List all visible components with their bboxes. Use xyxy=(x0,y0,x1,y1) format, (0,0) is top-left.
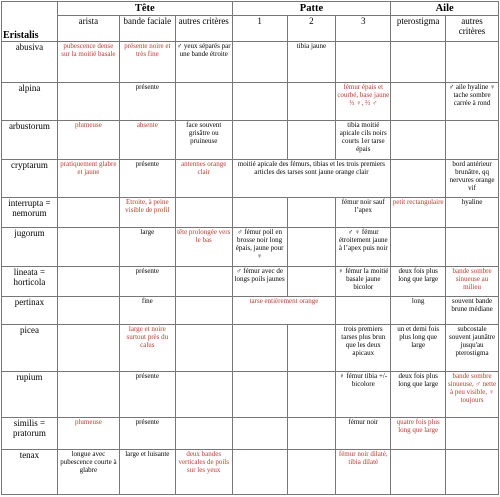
cell-arista: plumeuse xyxy=(57,418,119,450)
header-sub-row xyxy=(2,16,499,42)
cell-bande-faciale: présente xyxy=(119,82,175,120)
col-patte-3: 3 xyxy=(336,16,391,42)
cell-autres-aile: subcostale souvent jaunâtre jusqu'au pterostigma xyxy=(446,325,499,371)
cell-arista xyxy=(57,296,119,324)
col-bande-faciale: bande faciale xyxy=(119,16,175,42)
species-name: rupium xyxy=(2,371,58,417)
cell-bande-faciale: absente xyxy=(119,121,175,159)
cell-arista: pratiquement glabre et jaune xyxy=(57,159,119,197)
cell-patte-1 xyxy=(232,121,287,159)
cell-patte-3: fémur épais et courbé, base jaune ⅓ ♀, ⅔ ♂ xyxy=(336,82,391,120)
cell-bande-faciale: fine xyxy=(119,296,175,324)
cell-patte-1 xyxy=(232,450,287,495)
cell-arista xyxy=(57,325,119,371)
cell-autres-tete xyxy=(175,418,232,450)
species-name: alpina xyxy=(2,82,58,120)
species-name: similis = pratorum xyxy=(2,418,58,450)
cell-patte-1 xyxy=(232,418,287,450)
cell-autres-aile: bord antérieur brunâtre, qq nervures orange vif xyxy=(446,159,499,197)
cell-pterostigma xyxy=(391,228,446,266)
cell-patte-1: ♂ fémur poil en brosse noir long épais, jaune pour ♀ xyxy=(232,228,287,266)
cell-patte-3 xyxy=(336,42,391,82)
row-abusiva xyxy=(2,42,499,82)
row-lineata xyxy=(2,266,499,296)
cell-arista: plumeuse xyxy=(57,121,119,159)
row-picea xyxy=(2,325,499,371)
species-name: cryptarum xyxy=(2,159,58,197)
cell-arista: longue avec pubescence courte à glabre xyxy=(57,450,119,495)
cell-autres-tete: face souvent grisâtre ou pruineuse xyxy=(175,121,232,159)
cell-autres-aile xyxy=(446,450,499,495)
species-name: jugorum xyxy=(2,228,58,266)
cell-autres-aile: bande sombre sinueuse au milieu xyxy=(446,266,499,296)
cell-autres-tete xyxy=(175,266,232,296)
species-name: pertinax xyxy=(2,296,58,324)
cell-pterostigma: un et demi fois plus long que large xyxy=(391,325,446,371)
cell-autres-tete: ♂ yeux séparés par une bande étroite xyxy=(175,42,232,82)
row-tenax xyxy=(2,450,499,495)
cell-patte-3: tibia moitié apicale cils noirs courts 1er tarse épais xyxy=(336,121,391,159)
row-rupium xyxy=(2,371,499,417)
cell-autres-tete: tête prolongée vers le bas xyxy=(175,228,232,266)
cell-pterostigma xyxy=(391,450,446,495)
cell-patte-1 xyxy=(232,42,287,82)
cell-arista xyxy=(57,228,119,266)
header-group-row xyxy=(2,2,499,16)
eristalis-table xyxy=(1,1,499,495)
cell-patte-3: fémur noir sauf l’apex xyxy=(336,197,391,227)
cell-pterostigma: quatre fois plus long que large xyxy=(391,418,446,450)
cell-patte-2 xyxy=(287,450,336,495)
cell-patte-2 xyxy=(287,371,336,417)
cell-patte-1 xyxy=(232,197,287,227)
row-pertinax xyxy=(2,296,499,324)
cell-patte-3: fémur noir dilaté, tibia dilaté xyxy=(336,450,391,495)
cell-autres-tete xyxy=(175,197,232,227)
cell-autres-tete xyxy=(175,82,232,120)
cell-patte-1 xyxy=(232,371,287,417)
cell-bande-faciale: large xyxy=(119,228,175,266)
row-alpina xyxy=(2,82,499,120)
col-autres-criteres-tete: autres critères xyxy=(175,16,232,42)
row-similis xyxy=(2,418,499,450)
cell-pterostigma: deux fois plus long que large xyxy=(391,266,446,296)
species-name: picea xyxy=(2,325,58,371)
cell-autres-aile: souvent bande brune médiane xyxy=(446,296,499,324)
species-name: abusiva xyxy=(2,42,58,82)
cell-patte-3: ♂ ♀ fémur étroitement jaune à l’apex puis noir xyxy=(336,228,391,266)
cell-pterostigma: petit rectangulaire xyxy=(391,197,446,227)
cell-bande-faciale: présente xyxy=(119,159,175,197)
cell-bande-faciale: présente xyxy=(119,266,175,296)
cell-bande-faciale: Etroite, à peine visible de profil xyxy=(119,197,175,227)
cell-patte-1: ♂ fémur avec de longs poils jaunes xyxy=(232,266,287,296)
cell-patte-1 xyxy=(232,325,287,371)
cell-autres-aile xyxy=(446,121,499,159)
row-jugorum xyxy=(2,228,499,266)
cell-pterostigma xyxy=(391,159,446,197)
cell-patte-2 xyxy=(287,228,336,266)
cell-patte-3: ♀ fémur tibia +/- bicolore xyxy=(336,371,391,417)
corner-title: Eristalis xyxy=(2,2,58,42)
cell-autres-aile: hyaline xyxy=(446,197,499,227)
species-name: tenax xyxy=(2,450,58,495)
cell-patte-3: ♀ fémur la moitié basale jaune bicolor xyxy=(336,266,391,296)
cell-autres-aile xyxy=(446,228,499,266)
cell-patte-2 xyxy=(287,266,336,296)
species-name: lineata = horticola xyxy=(2,266,58,296)
col-patte-2: 2 xyxy=(287,16,336,42)
cell-patte-3: fémur noir xyxy=(336,418,391,450)
cell-autres-aile xyxy=(446,418,499,450)
row-arbustorum xyxy=(2,121,499,159)
cell-arista xyxy=(57,371,119,417)
cell-bande-faciale: présente xyxy=(119,371,175,417)
cell-arista: pubescence dense sur la moitié basale xyxy=(57,42,119,82)
cell-autres-tete: antennes orange clair xyxy=(175,159,232,197)
species-name: interrupta = nemorum xyxy=(2,197,58,227)
cell-patte-2 xyxy=(287,121,336,159)
cell-autres-aile: ♂ aile hyaline ♀ tache sombre carrée à rond xyxy=(446,82,499,120)
col-arista: arista xyxy=(57,16,119,42)
cell-patte-2 xyxy=(287,82,336,120)
cell-patte-3: trois premiers tarses plus brun que les deux apicaux xyxy=(336,325,391,371)
row-cryptarum xyxy=(2,159,499,197)
cell-patte-1-2: tarse entièrement orange xyxy=(232,296,336,324)
cell-bande-faciale: présente noire et très fine xyxy=(119,42,175,82)
cell-pterostigma xyxy=(391,82,446,120)
cell-autres-tete xyxy=(175,296,232,324)
col-pterostigma: pterostigma xyxy=(391,16,446,42)
cell-autres-tete xyxy=(175,371,232,417)
cell-pterostigma xyxy=(391,42,446,82)
row-interrupta xyxy=(2,197,499,227)
cell-patte-2 xyxy=(287,197,336,227)
group-aile: Aile xyxy=(391,2,499,16)
cell-pterostigma xyxy=(391,121,446,159)
species-name: arbustorum xyxy=(2,121,58,159)
cell-patte-2: tibia jaune xyxy=(287,42,336,82)
group-tete: Tête xyxy=(57,2,232,16)
cell-autres-aile: bande sombre sinueuse, ♂ nette à peu visible, ♀ toujours xyxy=(446,371,499,417)
cell-autres-aile xyxy=(446,42,499,82)
group-patte: Patte xyxy=(232,2,391,16)
cell-patte-1 xyxy=(232,82,287,120)
cell-bande-faciale: large et luisante xyxy=(119,450,175,495)
cell-patte-2 xyxy=(287,325,336,371)
cell-bande-faciale: large et noire surtout près du calus xyxy=(119,325,175,371)
cell-arista xyxy=(57,82,119,120)
cell-pterostigma: long xyxy=(391,296,446,324)
cell-autres-tete xyxy=(175,325,232,371)
cell-pterostigma: deux fois plus long que large xyxy=(391,371,446,417)
cell-patte-all: moitié apicale des fémurs, tibias et les trois premiers articles des tarses sont jaune orange clair xyxy=(232,159,391,197)
cell-arista xyxy=(57,266,119,296)
col-autres-criteres-aile: autres critères xyxy=(446,16,499,42)
cell-patte-2 xyxy=(287,418,336,450)
cell-autres-tete: deux bandes verticales de poils sur les yeux xyxy=(175,450,232,495)
cell-patte-3 xyxy=(336,296,391,324)
cell-bande-faciale: présente xyxy=(119,418,175,450)
cell-arista xyxy=(57,197,119,227)
col-patte-1: 1 xyxy=(232,16,287,42)
